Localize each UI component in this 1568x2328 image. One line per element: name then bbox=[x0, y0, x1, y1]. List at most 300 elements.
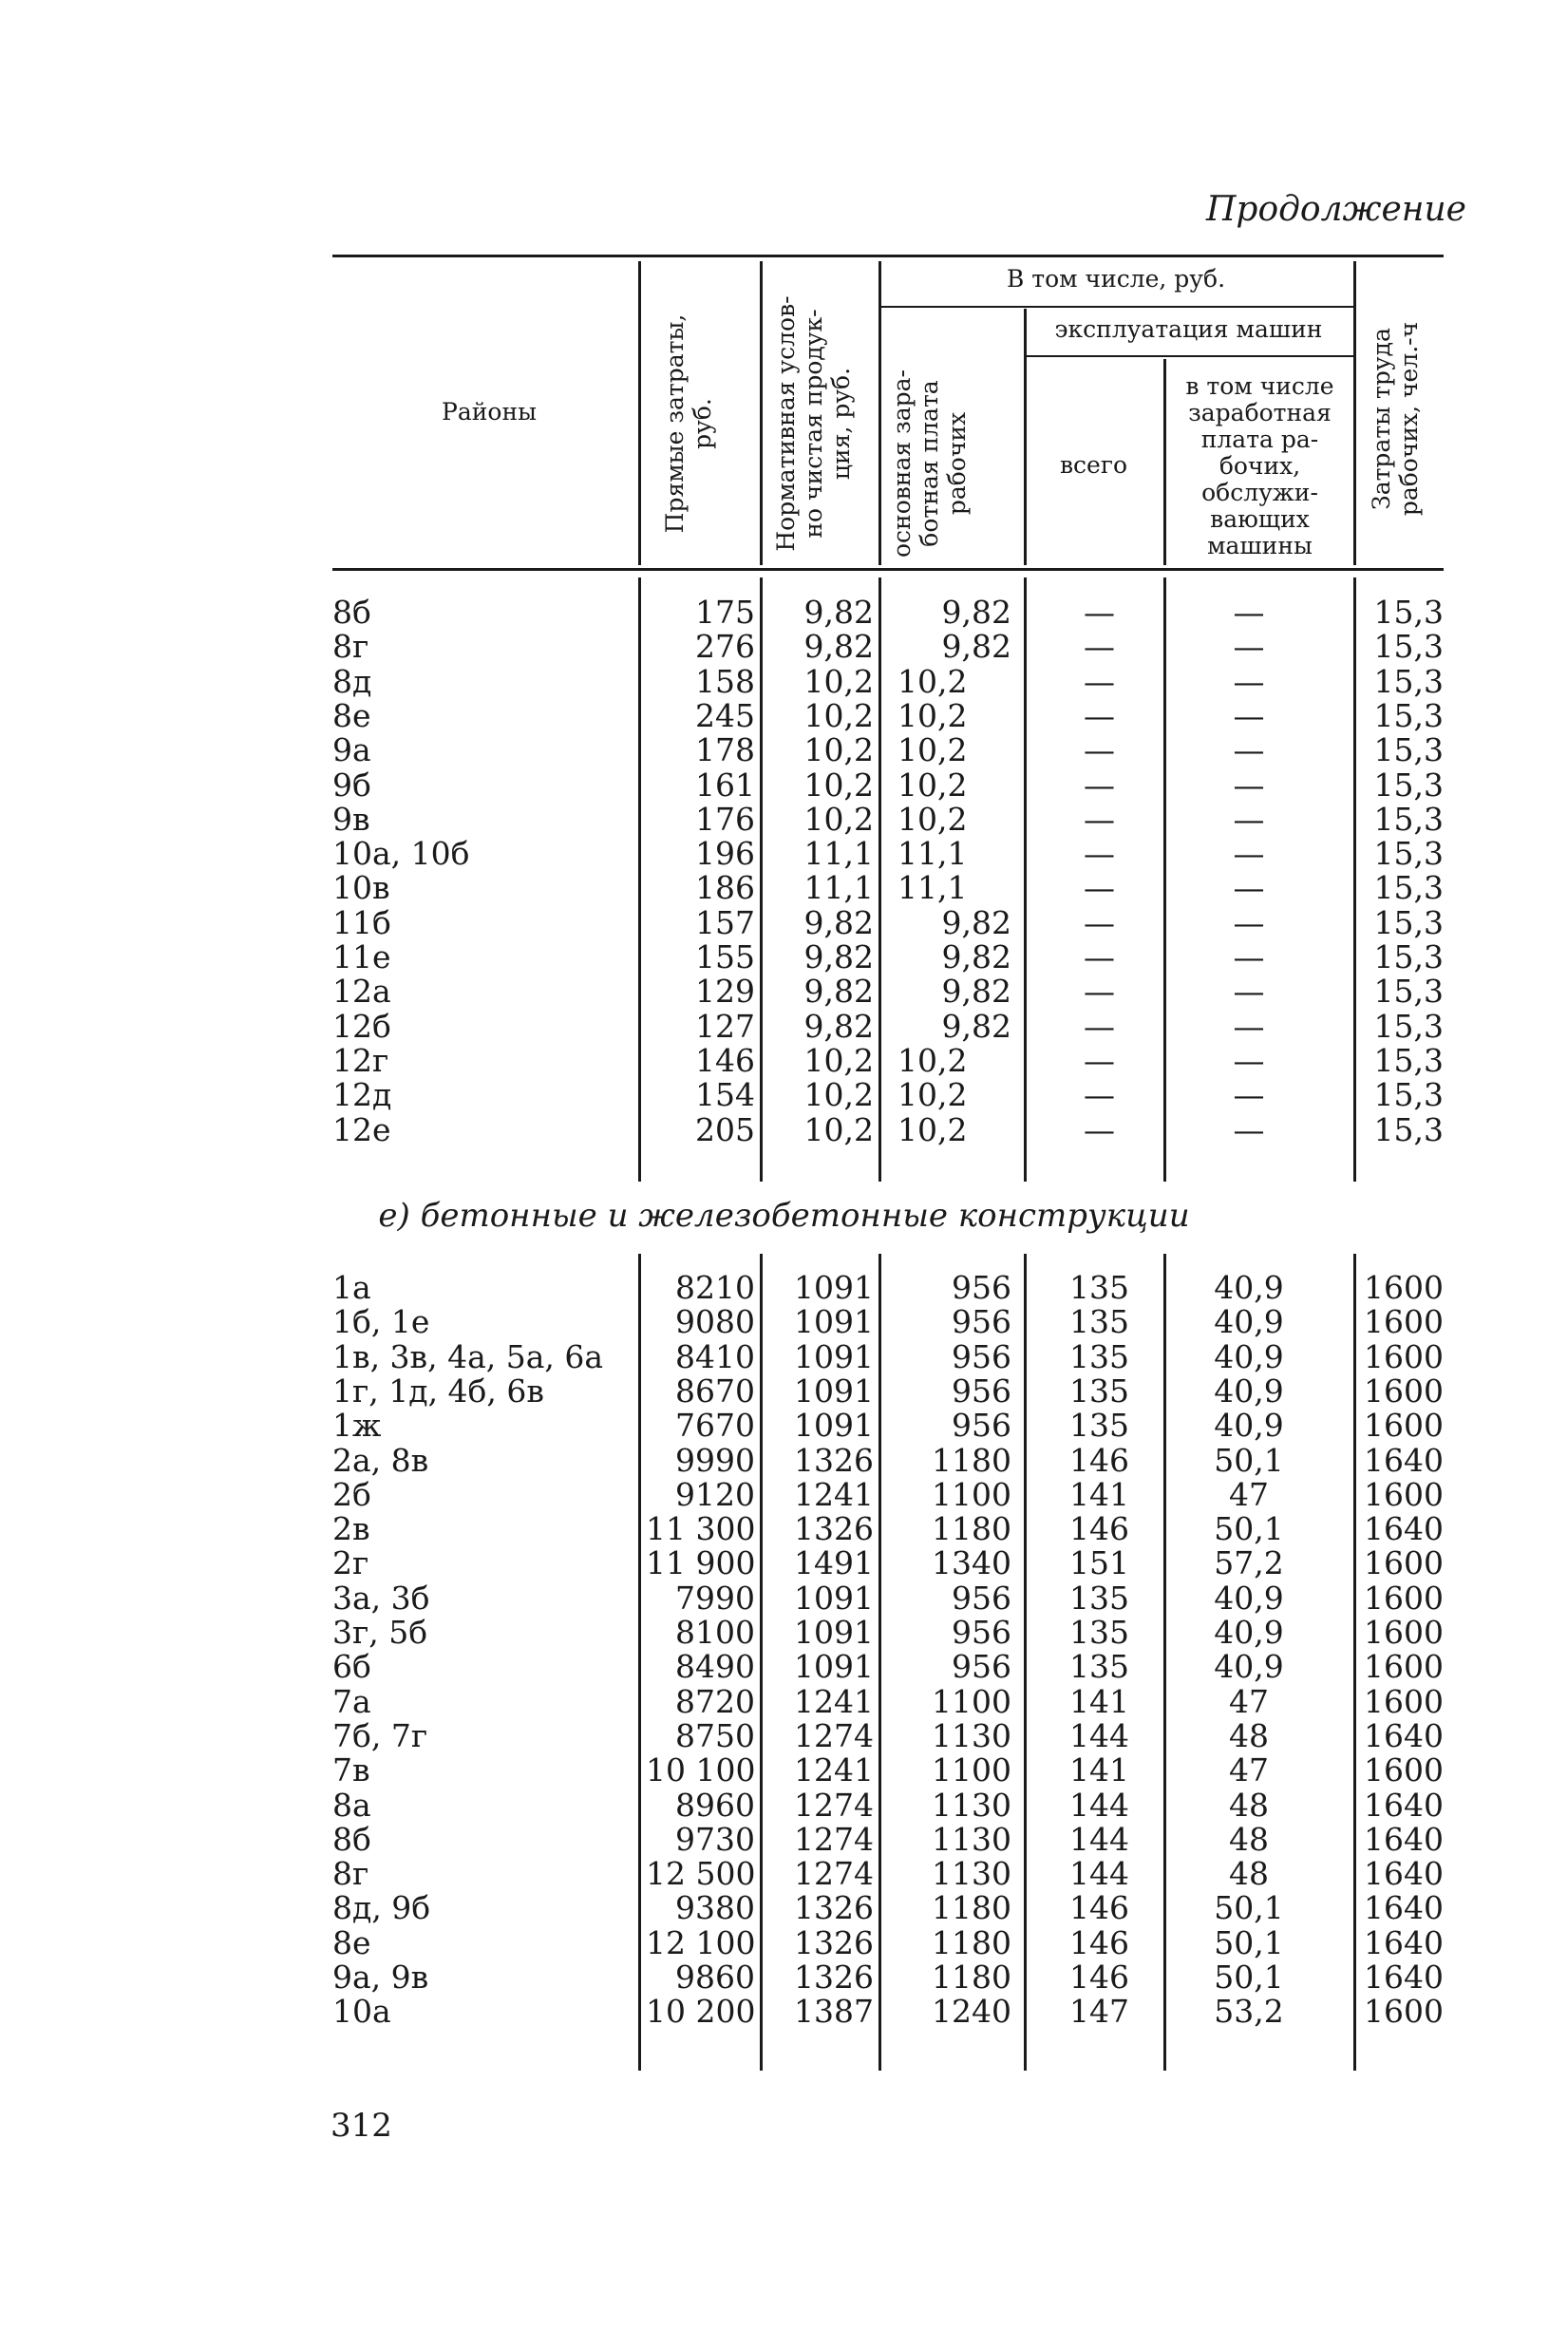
cell-direct: 8410 bbox=[675, 1337, 755, 1375]
cell-wage: 9,82 bbox=[941, 1007, 1011, 1045]
cell-direct: 9380 bbox=[675, 1889, 755, 1927]
cell-incl: 48 bbox=[1229, 1716, 1269, 1754]
cell-region: 1б, 1е bbox=[332, 1303, 430, 1341]
table-row bbox=[0, 1891, 1568, 1925]
cell-wage: 956 bbox=[952, 1269, 1011, 1306]
cell-incl: — bbox=[1233, 800, 1265, 838]
cell-total: 144 bbox=[1069, 1786, 1129, 1824]
table-row bbox=[0, 1041, 1568, 1079]
cell-region: 12а bbox=[332, 973, 391, 1011]
cell-incl: — bbox=[1233, 903, 1265, 941]
cell-wage: 10,2 bbox=[897, 696, 968, 734]
cell-incl: 40,9 bbox=[1214, 1407, 1284, 1445]
cell-labor: 1600 bbox=[1364, 1614, 1444, 1651]
header-machine-operation: эксплуатация машин bbox=[1054, 315, 1323, 343]
cell-total: — bbox=[1084, 973, 1115, 1011]
cell-labor: 15,3 bbox=[1373, 594, 1444, 631]
cell-total: 141 bbox=[1069, 1751, 1129, 1789]
column-rule bbox=[1024, 309, 1027, 565]
table-row bbox=[0, 1960, 1568, 1995]
cell-wage: 9,82 bbox=[941, 973, 1011, 1011]
cell-direct: 9990 bbox=[675, 1441, 755, 1479]
cell-region: 3а, 3б bbox=[332, 1579, 430, 1617]
cell-labor: 1640 bbox=[1364, 1820, 1444, 1858]
cell-wage: 1100 bbox=[932, 1751, 1011, 1789]
column-rule bbox=[878, 261, 881, 565]
cell-direct: 9860 bbox=[675, 1959, 755, 1996]
table-row bbox=[0, 1110, 1568, 1148]
cell-incl: 40,9 bbox=[1214, 1337, 1284, 1375]
header-labor: Затраты труда рабочих, чел.-ч bbox=[1368, 321, 1423, 517]
table-row bbox=[0, 1820, 1568, 1858]
cell-labor: 1640 bbox=[1364, 1959, 1444, 1996]
cell-labor: 15,3 bbox=[1373, 800, 1444, 838]
cell-net: 1091 bbox=[794, 1269, 874, 1306]
cell-direct: 10 200 bbox=[646, 1993, 756, 2031]
cell-incl: — bbox=[1233, 628, 1265, 666]
cell-net: 11,1 bbox=[803, 835, 874, 873]
table-row bbox=[0, 733, 1568, 767]
cell-net: 1274 bbox=[794, 1786, 874, 1824]
cell-wage: 1130 bbox=[932, 1716, 1011, 1754]
cell-net: 9,82 bbox=[803, 973, 874, 1011]
cell-labor: 15,3 bbox=[1373, 696, 1444, 734]
cell-labor: 15,3 bbox=[1373, 938, 1444, 975]
cell-wage: 1340 bbox=[932, 1544, 1011, 1582]
table-row bbox=[0, 1716, 1568, 1754]
cell-direct: 154 bbox=[695, 1076, 755, 1114]
cell-region: 12г bbox=[332, 1041, 389, 1079]
cell-region: 8б bbox=[332, 1820, 371, 1858]
cell-labor: 1640 bbox=[1364, 1923, 1444, 1961]
cell-net: 9,82 bbox=[803, 628, 874, 666]
cell-wage: 9,82 bbox=[941, 628, 1011, 666]
cell-total: 146 bbox=[1069, 1441, 1129, 1479]
cell-direct: 129 bbox=[695, 973, 755, 1011]
table-row bbox=[0, 1374, 1568, 1409]
cell-wage: 1130 bbox=[932, 1786, 1011, 1824]
cell-region: 8а bbox=[332, 1786, 371, 1824]
machines-rule bbox=[1024, 355, 1353, 357]
cell-region: 1в, 3в, 4а, 5а, 6а bbox=[332, 1337, 604, 1375]
cell-region: 12е bbox=[332, 1110, 391, 1148]
table-row bbox=[0, 1650, 1568, 1684]
cell-net: 1091 bbox=[794, 1337, 874, 1375]
cell-wage: 956 bbox=[952, 1372, 1011, 1410]
cell-incl: — bbox=[1233, 594, 1265, 631]
cell-region: 8б bbox=[332, 594, 371, 631]
cell-total: — bbox=[1084, 1076, 1115, 1114]
cell-labor: 15,3 bbox=[1373, 766, 1444, 804]
section-title: е) бетонные и железобетонные конструкции bbox=[378, 1197, 1190, 1235]
cell-wage: 1130 bbox=[932, 1855, 1011, 1893]
cell-wage: 1240 bbox=[932, 1993, 1011, 2031]
cell-labor: 15,3 bbox=[1373, 1110, 1444, 1148]
table-row bbox=[0, 1337, 1568, 1375]
cell-net: 1274 bbox=[794, 1855, 874, 1893]
cell-total: 135 bbox=[1069, 1303, 1129, 1341]
cell-total: 146 bbox=[1069, 1959, 1129, 1996]
cell-incl: 50,1 bbox=[1214, 1441, 1284, 1479]
table-row bbox=[0, 1007, 1568, 1045]
table-row bbox=[0, 1923, 1568, 1961]
cell-net: 9,82 bbox=[803, 594, 874, 631]
cell-direct: 155 bbox=[695, 938, 755, 975]
cell-labor: 15,3 bbox=[1373, 973, 1444, 1011]
page-number: 312 bbox=[331, 2107, 392, 2145]
cell-incl: 40,9 bbox=[1214, 1614, 1284, 1651]
cell-wage: 9,82 bbox=[941, 594, 1011, 631]
table-row bbox=[0, 1616, 1568, 1650]
cell-labor: 15,3 bbox=[1373, 835, 1444, 873]
cell-total: 135 bbox=[1069, 1648, 1129, 1686]
cell-direct: 12 500 bbox=[646, 1855, 756, 1893]
cell-wage: 1100 bbox=[932, 1682, 1011, 1720]
cell-direct: 175 bbox=[695, 594, 755, 631]
cell-incl: — bbox=[1233, 869, 1265, 907]
table-row bbox=[0, 1409, 1568, 1443]
cell-wage: 956 bbox=[952, 1579, 1011, 1617]
table-row bbox=[0, 940, 1568, 975]
cell-region: 9б bbox=[332, 766, 371, 804]
cell-labor: 1600 bbox=[1364, 1372, 1444, 1410]
cell-incl: 40,9 bbox=[1214, 1648, 1284, 1686]
cell-net: 9,82 bbox=[803, 1007, 874, 1045]
cell-region: 12д bbox=[332, 1076, 392, 1114]
cell-incl: 57,2 bbox=[1214, 1544, 1284, 1582]
cell-direct: 10 100 bbox=[646, 1751, 756, 1789]
cell-total: 135 bbox=[1069, 1579, 1129, 1617]
cell-total: — bbox=[1084, 1041, 1115, 1079]
table-row bbox=[0, 696, 1568, 734]
cell-wage: 9,82 bbox=[941, 903, 1011, 941]
cell-direct: 7670 bbox=[675, 1407, 755, 1445]
cell-region: 7в bbox=[332, 1751, 370, 1789]
table-row bbox=[0, 596, 1568, 630]
cell-direct: 157 bbox=[695, 903, 755, 941]
cell-region: 1ж bbox=[332, 1407, 382, 1445]
cell-total: 144 bbox=[1069, 1855, 1129, 1893]
cell-wage: 10,2 bbox=[897, 1110, 968, 1148]
cell-incl: 40,9 bbox=[1214, 1303, 1284, 1341]
cell-labor: 15,3 bbox=[1373, 903, 1444, 941]
cell-incl: 47 bbox=[1229, 1475, 1269, 1513]
cell-wage: 1180 bbox=[932, 1510, 1011, 1548]
cell-region: 3г, 5б bbox=[332, 1614, 428, 1651]
cell-direct: 276 bbox=[695, 628, 755, 666]
header-total: всего bbox=[1059, 451, 1128, 479]
cell-labor: 1600 bbox=[1364, 1648, 1444, 1686]
cell-labor: 1600 bbox=[1364, 1407, 1444, 1445]
cell-region: 11е bbox=[332, 938, 391, 975]
cell-region: 8д, 9б bbox=[332, 1889, 431, 1927]
table-row bbox=[0, 1995, 1568, 2029]
table-row bbox=[0, 768, 1568, 803]
cell-wage: 1180 bbox=[932, 1923, 1011, 1961]
table-row bbox=[0, 1682, 1568, 1720]
table-row bbox=[0, 1271, 1568, 1305]
cell-total: — bbox=[1084, 731, 1115, 769]
cell-labor: 1600 bbox=[1364, 1303, 1444, 1341]
cell-total: — bbox=[1084, 696, 1115, 734]
cell-region: 1г, 1д, 4б, 6в bbox=[332, 1372, 544, 1410]
cell-direct: 161 bbox=[695, 766, 755, 804]
cell-region: 7б, 7г bbox=[332, 1716, 428, 1754]
cell-total: — bbox=[1084, 662, 1115, 700]
cell-total: 146 bbox=[1069, 1889, 1129, 1927]
cell-net: 1326 bbox=[794, 1959, 874, 1996]
cell-region: 2а, 8в bbox=[332, 1441, 429, 1479]
cell-region: 12б bbox=[332, 1007, 391, 1045]
cell-wage: 1180 bbox=[932, 1889, 1011, 1927]
cell-total: 135 bbox=[1069, 1407, 1129, 1445]
cell-incl: — bbox=[1233, 1041, 1265, 1079]
cell-direct: 7990 bbox=[675, 1579, 755, 1617]
cell-wage: 10,2 bbox=[897, 766, 968, 804]
cell-labor: 1600 bbox=[1364, 1579, 1444, 1617]
cell-labor: 1640 bbox=[1364, 1889, 1444, 1927]
cell-incl: 50,1 bbox=[1214, 1959, 1284, 1996]
cell-region: 2г bbox=[332, 1544, 369, 1582]
cell-net: 1091 bbox=[794, 1303, 874, 1341]
cell-total: — bbox=[1084, 766, 1115, 804]
cell-wage: 956 bbox=[952, 1648, 1011, 1686]
including-rule bbox=[878, 306, 1353, 308]
cell-wage: 10,2 bbox=[897, 1076, 968, 1114]
cell-total: 135 bbox=[1069, 1337, 1129, 1375]
cell-net: 11,1 bbox=[803, 869, 874, 907]
cell-labor: 1640 bbox=[1364, 1441, 1444, 1479]
cell-incl: — bbox=[1233, 696, 1265, 734]
cell-total: 144 bbox=[1069, 1820, 1129, 1858]
cell-direct: 127 bbox=[695, 1007, 755, 1045]
header-including: В том числе, руб. bbox=[1006, 265, 1226, 293]
table-row bbox=[0, 1786, 1568, 1824]
cell-labor: 15,3 bbox=[1373, 628, 1444, 666]
cell-wage: 1180 bbox=[932, 1441, 1011, 1479]
cell-direct: 205 bbox=[695, 1110, 755, 1148]
cell-labor: 1640 bbox=[1364, 1716, 1444, 1754]
cell-direct: 186 bbox=[695, 869, 755, 907]
cell-labor: 1600 bbox=[1364, 1751, 1444, 1789]
cell-region: 1а bbox=[332, 1269, 371, 1306]
cell-labor: 15,3 bbox=[1373, 1007, 1444, 1045]
table-row bbox=[0, 662, 1568, 700]
cell-net: 1241 bbox=[794, 1751, 874, 1789]
table-row bbox=[0, 800, 1568, 838]
cell-net: 1091 bbox=[794, 1372, 874, 1410]
table-row bbox=[0, 871, 1568, 905]
cell-net: 10,2 bbox=[803, 1041, 874, 1079]
cell-direct: 8490 bbox=[675, 1648, 755, 1686]
cell-wage: 1180 bbox=[932, 1959, 1011, 1996]
cell-wage: 956 bbox=[952, 1303, 1011, 1341]
cell-incl: — bbox=[1233, 835, 1265, 873]
cell-net: 1091 bbox=[794, 1648, 874, 1686]
cell-direct: 9080 bbox=[675, 1303, 755, 1341]
cell-net: 1091 bbox=[794, 1614, 874, 1651]
table-row bbox=[0, 1512, 1568, 1546]
cell-total: — bbox=[1084, 594, 1115, 631]
column-rule bbox=[1353, 261, 1356, 565]
cell-incl: — bbox=[1233, 1110, 1265, 1148]
header-direct-costs: Прямые затраты, руб. bbox=[661, 313, 716, 534]
cell-total: 147 bbox=[1069, 1993, 1129, 2031]
cell-total: 151 bbox=[1069, 1544, 1129, 1582]
cell-region: 8д bbox=[332, 662, 372, 700]
cell-region: 10в bbox=[332, 869, 390, 907]
cell-total: 141 bbox=[1069, 1475, 1129, 1513]
table-row bbox=[0, 1475, 1568, 1513]
cell-total: — bbox=[1084, 903, 1115, 941]
cell-region: 8г bbox=[332, 1855, 369, 1893]
cell-labor: 1600 bbox=[1364, 1337, 1444, 1375]
cell-incl: 47 bbox=[1229, 1751, 1269, 1789]
cell-wage: 9,82 bbox=[941, 938, 1011, 975]
cell-labor: 15,3 bbox=[1373, 869, 1444, 907]
cell-labor: 1600 bbox=[1364, 1269, 1444, 1306]
cell-wage: 11,1 bbox=[897, 835, 968, 873]
cell-region: 9в bbox=[332, 800, 370, 838]
cell-region: 2в bbox=[332, 1510, 370, 1548]
cell-wage: 956 bbox=[952, 1614, 1011, 1651]
cell-net: 1091 bbox=[794, 1407, 874, 1445]
table-row bbox=[0, 1305, 1568, 1339]
cell-labor: 1600 bbox=[1364, 1475, 1444, 1513]
cell-total: 135 bbox=[1069, 1372, 1129, 1410]
cell-total: 144 bbox=[1069, 1716, 1129, 1754]
table-row bbox=[0, 1857, 1568, 1891]
cell-wage: 10,2 bbox=[897, 731, 968, 769]
cell-wage: 1130 bbox=[932, 1820, 1011, 1858]
cell-total: 146 bbox=[1069, 1923, 1129, 1961]
cell-net: 9,82 bbox=[803, 903, 874, 941]
cell-direct: 11 900 bbox=[646, 1544, 756, 1582]
cell-net: 1326 bbox=[794, 1441, 874, 1479]
cell-wage: 956 bbox=[952, 1337, 1011, 1375]
cell-direct: 9730 bbox=[675, 1820, 755, 1858]
cell-labor: 15,3 bbox=[1373, 1041, 1444, 1079]
continuation-label: Продолжение bbox=[1206, 190, 1466, 229]
cell-total: 135 bbox=[1069, 1614, 1129, 1651]
cell-net: 1326 bbox=[794, 1889, 874, 1927]
table-row bbox=[0, 903, 1568, 941]
cell-incl: — bbox=[1233, 731, 1265, 769]
cell-direct: 146 bbox=[695, 1041, 755, 1079]
cell-direct: 8750 bbox=[675, 1716, 755, 1754]
cell-labor: 15,3 bbox=[1373, 1076, 1444, 1114]
cell-total: — bbox=[1084, 1007, 1115, 1045]
cell-incl: 48 bbox=[1229, 1820, 1269, 1858]
cell-total: 146 bbox=[1069, 1510, 1129, 1548]
cell-net: 10,2 bbox=[803, 766, 874, 804]
cell-direct: 11 300 bbox=[646, 1510, 756, 1548]
cell-net: 10,2 bbox=[803, 696, 874, 734]
cell-incl: — bbox=[1233, 1007, 1265, 1045]
cell-wage: 956 bbox=[952, 1407, 1011, 1445]
table-row bbox=[0, 837, 1568, 871]
cell-total: — bbox=[1084, 628, 1115, 666]
cell-direct: 196 bbox=[695, 835, 755, 873]
cell-direct: 8100 bbox=[675, 1614, 755, 1651]
table-row bbox=[0, 975, 1568, 1009]
cell-total: 141 bbox=[1069, 1682, 1129, 1720]
cell-net: 10,2 bbox=[803, 662, 874, 700]
cell-net: 1387 bbox=[794, 1993, 874, 2031]
table-row bbox=[0, 1581, 1568, 1616]
cell-direct: 158 bbox=[695, 662, 755, 700]
cell-net: 1326 bbox=[794, 1510, 874, 1548]
cell-labor: 1600 bbox=[1364, 1682, 1444, 1720]
cell-wage: 10,2 bbox=[897, 800, 968, 838]
cell-incl: 50,1 bbox=[1214, 1889, 1284, 1927]
cell-labor: 15,3 bbox=[1373, 731, 1444, 769]
table-row bbox=[0, 1078, 1568, 1112]
cell-region: 6б bbox=[332, 1648, 371, 1686]
cell-direct: 12 100 bbox=[646, 1923, 756, 1961]
cell-incl: 40,9 bbox=[1214, 1269, 1284, 1306]
cell-incl: 48 bbox=[1229, 1855, 1269, 1893]
cell-total: — bbox=[1084, 800, 1115, 838]
cell-direct: 178 bbox=[695, 731, 755, 769]
cell-total: — bbox=[1084, 938, 1115, 975]
cell-net: 1091 bbox=[794, 1579, 874, 1617]
cell-region: 9а, 9в bbox=[332, 1959, 429, 1996]
cell-region: 10а, 10б bbox=[332, 835, 470, 873]
cell-wage: 10,2 bbox=[897, 1041, 968, 1079]
cell-net: 10,2 bbox=[803, 1110, 874, 1148]
cell-region: 8г bbox=[332, 628, 369, 666]
cell-direct: 8960 bbox=[675, 1786, 755, 1824]
cell-region: 11б bbox=[332, 903, 391, 941]
cell-incl: 48 bbox=[1229, 1786, 1269, 1824]
cell-labor: 1640 bbox=[1364, 1786, 1444, 1824]
cell-incl: — bbox=[1233, 973, 1265, 1011]
cell-region: 7а bbox=[332, 1682, 371, 1720]
header-including-wage: в том числе заработная плата ра- бочих, обслужи- вающих машины bbox=[1185, 372, 1334, 559]
cell-incl: 40,9 bbox=[1214, 1579, 1284, 1617]
cell-total: — bbox=[1084, 1110, 1115, 1148]
cell-region: 8е bbox=[332, 1923, 371, 1961]
cell-total: — bbox=[1084, 869, 1115, 907]
cell-labor: 1600 bbox=[1364, 1993, 1444, 2031]
cell-region: 9а bbox=[332, 731, 371, 769]
cell-region: 8е bbox=[332, 696, 371, 734]
cell-net: 10,2 bbox=[803, 731, 874, 769]
cell-labor: 1640 bbox=[1364, 1510, 1444, 1548]
cell-wage: 11,1 bbox=[897, 869, 968, 907]
cell-net: 10,2 bbox=[803, 800, 874, 838]
column-rule bbox=[638, 261, 641, 565]
header-base-wage: основная зара- ботная плата рабочих bbox=[888, 369, 971, 558]
cell-net: 10,2 bbox=[803, 1076, 874, 1114]
cell-labor: 1600 bbox=[1364, 1544, 1444, 1582]
table-top-rule bbox=[332, 255, 1444, 257]
header-net-product: Нормативная услов- но чистая продук- ция, руб. bbox=[772, 295, 855, 552]
column-rule bbox=[760, 261, 763, 565]
cell-incl: — bbox=[1233, 662, 1265, 700]
cell-net: 1241 bbox=[794, 1682, 874, 1720]
cell-region: 10а bbox=[332, 1993, 391, 2031]
cell-incl: 47 bbox=[1229, 1682, 1269, 1720]
table-row bbox=[0, 1441, 1568, 1479]
header-regions: Районы bbox=[442, 398, 537, 426]
cell-incl: — bbox=[1233, 1076, 1265, 1114]
cell-direct: 176 bbox=[695, 800, 755, 838]
cell-total: 135 bbox=[1069, 1269, 1129, 1306]
cell-direct: 8210 bbox=[675, 1269, 755, 1306]
cell-direct: 8720 bbox=[675, 1682, 755, 1720]
